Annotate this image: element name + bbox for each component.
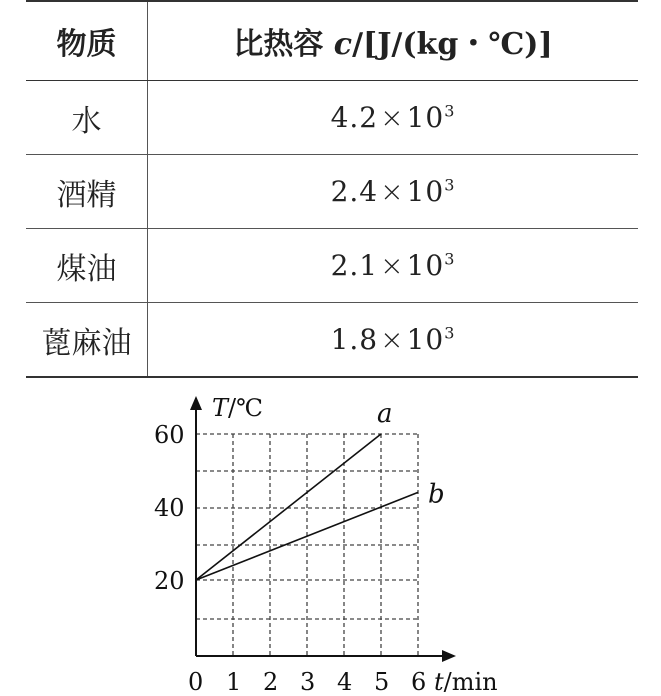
header-unit: /[J/(kg・℃)] — [352, 27, 553, 62]
substance-cell: 煤油 — [26, 229, 148, 303]
x-tick-label: 4 — [337, 668, 353, 696]
table-row — [26, 155, 638, 229]
y-axis-arrow — [190, 396, 202, 410]
heat-capacity-cell — [148, 303, 639, 378]
x-tick-label: 1 — [226, 668, 242, 696]
table-row — [26, 303, 638, 378]
table-row — [26, 229, 638, 303]
times-sign: × — [380, 323, 405, 356]
base: 10 — [406, 249, 445, 282]
times-sign: × — [380, 249, 405, 282]
heat-capacity-table — [26, 0, 638, 378]
y-tick-label: 20 — [154, 567, 185, 595]
mantissa: 2.1 — [330, 249, 379, 282]
exponent: 3 — [444, 101, 456, 121]
base: 10 — [406, 323, 445, 356]
x-tick-label: 3 — [300, 668, 316, 696]
y-axis-label: T/℃ — [212, 394, 263, 422]
x-tick-label: 6 — [411, 668, 427, 696]
header-symbol: c — [333, 27, 353, 62]
mantissa: 1.8 — [330, 323, 379, 356]
header-heat-capacity-label: 比热容 — [233, 27, 324, 62]
grid — [196, 434, 418, 656]
base: 10 — [406, 175, 445, 208]
substance-cell: 水 — [26, 81, 148, 155]
x-tick-label: 5 — [374, 668, 390, 696]
heat-capacity-table-wrap — [26, 0, 638, 378]
base: 10 — [406, 101, 445, 134]
y-tick-label: 60 — [154, 421, 185, 449]
header-heat-capacity — [148, 1, 639, 81]
origin-label: 0 — [188, 668, 204, 696]
substance-cell: 酒精 — [26, 155, 148, 229]
x-tick-label: 2 — [263, 668, 279, 696]
line-label-b: b — [428, 479, 445, 510]
y-tick-label: 40 — [154, 494, 185, 522]
times-sign: × — [380, 101, 405, 134]
line-label-a: a — [377, 399, 393, 429]
x-axis-arrow — [442, 650, 456, 662]
line-a — [196, 434, 381, 580]
temperature-time-graph — [0, 380, 661, 696]
exponent: 3 — [444, 323, 456, 343]
heat-capacity-cell — [148, 229, 639, 303]
times-sign: × — [380, 175, 405, 208]
exponent: 3 — [444, 249, 456, 269]
mantissa: 2.4 — [330, 175, 379, 208]
heat-capacity-cell — [148, 81, 639, 155]
heat-capacity-cell — [148, 155, 639, 229]
table-row — [26, 81, 638, 155]
mantissa: 4.2 — [330, 101, 379, 134]
substance-cell: 蓖麻油 — [26, 303, 148, 378]
header-substance: 物质 — [26, 1, 148, 81]
table-header-row — [26, 1, 638, 81]
x-axis-label: t/min — [434, 668, 498, 696]
exponent: 3 — [444, 175, 456, 195]
axes — [190, 396, 456, 662]
